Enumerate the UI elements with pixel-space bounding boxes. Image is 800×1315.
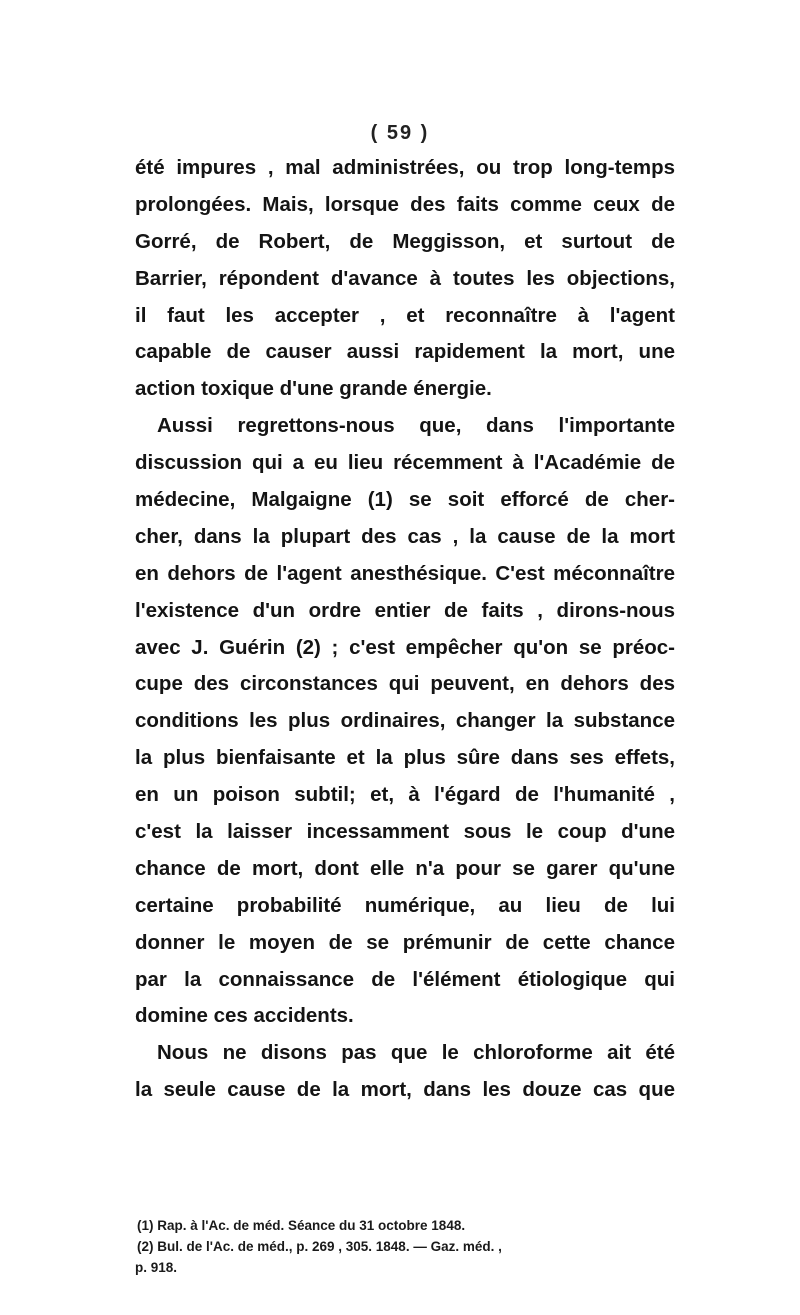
footnotes [135, 1215, 675, 1278]
text-line: chance de mort, dont elle n'a pour se garer qu'une [135, 856, 675, 880]
text-line: la plus bienfaisante et la plus sûre dans ses effets, [135, 746, 675, 770]
text-line: prolongées. Mais, lorsque des faits comme ceux de [135, 192, 675, 216]
text-line: en dehors de l'agent anesthésique. C'est méconnaître [135, 561, 675, 585]
text-line: action toxique d'une grande énergie. [135, 377, 492, 401]
text-line: été impures , mal administrées, ou trop long-temps [135, 156, 675, 179]
text-line: cher, dans la plupart des cas , la cause de la mort [135, 524, 675, 548]
text-line: en un poison subtil; et, à l'égard de l'humanité , [135, 783, 675, 807]
text-line: il faut les accepter , et reconnaître à l'agent [135, 303, 675, 327]
text-line: conditions les plus ordinaires, changer la substance [135, 709, 675, 733]
text-line: Barrier, répondent d'avance à toutes les objections, [135, 266, 675, 290]
footnote-line: (1) Rap. à l'Ac. de méd. Séance du 31 octobre 1848. [137, 1218, 466, 1233]
text-line: certaine probabilité numérique, au lieu de lui [135, 893, 675, 917]
text-line: la seule cause de la mort, dans les douze cas que [135, 1078, 675, 1102]
text-line: Gorré, de Robert, de Meggisson, et surtout de [135, 229, 675, 253]
footnote-line: p. 918. [135, 1260, 178, 1275]
text-line: c'est la laisser incessamment sous le coup d'une [135, 820, 675, 844]
text-line: domine ces accidents. [135, 1004, 354, 1028]
body-text [135, 150, 675, 1109]
page-number: ( 59 ) [370, 122, 430, 144]
footnote-line: (2) Bul. de l'Ac. de méd., p. 269 , 305. 1848. — Gaz. méd. , [137, 1239, 502, 1254]
text-line: cupe des circonstances qui peuvent, en dehors des [135, 672, 675, 696]
text-line: médecine, Malgaigne (1) se soit efforcé de cher- [135, 488, 675, 512]
text-line: Nous ne disons pas que le chloroforme ait été [157, 1041, 675, 1065]
text-line: l'existence d'un ordre entier de faits , dirons-nous [135, 598, 675, 622]
text-line: discussion qui a eu lieu récemment à l'Académie de [135, 451, 675, 475]
text-line: avec J. Guérin (2) ; c'est empêcher qu'on se préoc- [135, 635, 675, 659]
text-line: par la connaissance de l'élément étiologique qui [135, 967, 675, 991]
text-line: Aussi regrettons-nous que, dans l'importante [157, 414, 675, 438]
text-line: donner le moyen de se prémunir de cette chance [135, 930, 675, 954]
text-line: capable de causer aussi rapidement la mort, une [135, 340, 675, 364]
